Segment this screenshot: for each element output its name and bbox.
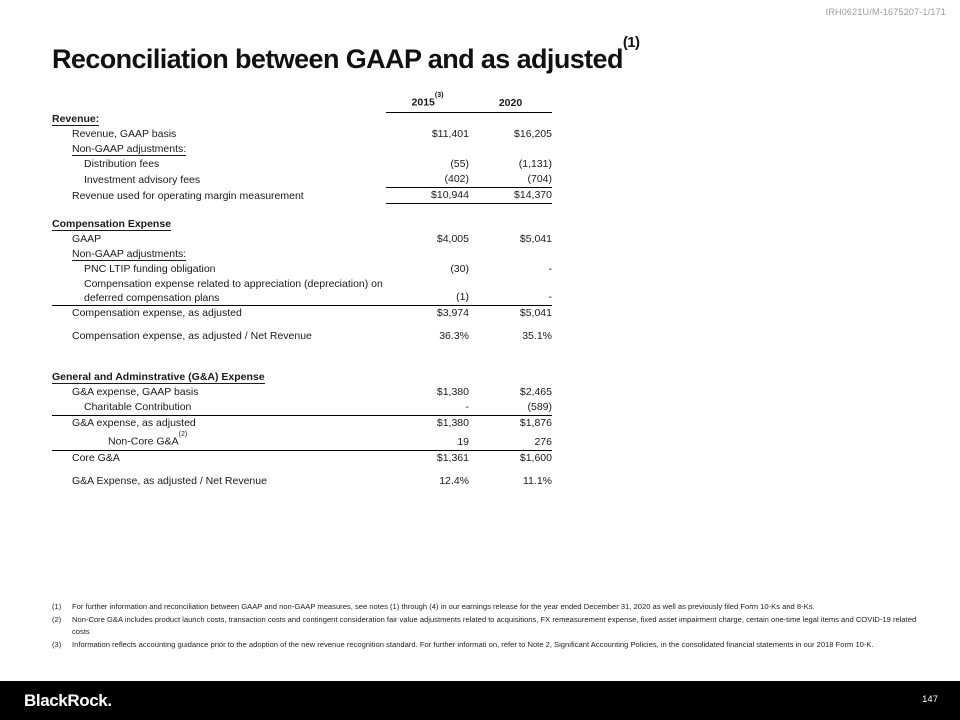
empty-cell [52, 204, 386, 217]
column-header-2015-label: 2015 [411, 96, 435, 109]
section-heading-compensation [52, 217, 386, 232]
page-title-footnote-marker: (1) [622, 33, 640, 51]
row-label: Investment advisory fees [84, 173, 201, 186]
footnote-item [52, 601, 918, 613]
footnote-text: For further information and reconciliation between GAAP and non-GAAP measures, see notes (1) through (4) in our earnings release for the year ended December 31, 2020 as well as previously filed Form 10-Ks and 8-Ks. [72, 602, 815, 611]
table-row [52, 400, 552, 416]
row-label: Compensation expense, as adjusted [52, 306, 386, 322]
section-heading-compensation-label: Compensation Expense [52, 218, 172, 230]
section-heading-row-compensation [52, 217, 552, 232]
row-value-2020: 35.1% [522, 330, 552, 342]
section-heading-revenue [52, 112, 386, 127]
empty-cell [386, 321, 469, 329]
table-spacer [52, 321, 552, 329]
empty-cell [386, 344, 469, 357]
row-value-2015: (402) [444, 173, 469, 185]
footnote-number: (2) [52, 615, 62, 624]
row-value-2015: (55) [450, 158, 469, 170]
row-value-2015: 12.4% [439, 474, 469, 487]
row-value-2020: (1,131) [518, 158, 552, 170]
row-value-2015: 19 [457, 435, 469, 448]
row-value-2020 [469, 247, 552, 262]
table-spacer [52, 466, 552, 474]
footnotes [52, 601, 918, 652]
table-spacer [52, 357, 552, 370]
brand-logo-dot: . [107, 691, 112, 710]
page-title [52, 33, 640, 75]
row-label-text: Non-Core G&A [108, 435, 179, 448]
row-label: G&A Expense, as adjusted / Net Revenue [72, 474, 267, 487]
page-number: 147 [922, 694, 938, 705]
brand-logo [24, 691, 112, 711]
row-value-2015: - [465, 401, 469, 413]
table-row [52, 385, 552, 400]
column-header-2015 [386, 92, 469, 112]
empty-cell [52, 321, 386, 329]
column-header-2020 [469, 92, 552, 112]
row-footnote-marker: (2) [178, 430, 188, 438]
table-spacer [52, 344, 552, 357]
table-row [52, 431, 552, 450]
table-header-label-cell [52, 92, 386, 112]
row-value-2020: (704) [527, 173, 552, 185]
row-value-2020: 276 [534, 435, 552, 448]
empty-cell [52, 344, 386, 357]
row-value-2015: $10,944 [386, 188, 469, 204]
empty-cell [386, 466, 469, 474]
empty-cell [52, 357, 386, 370]
column-header-2015-footnote-marker: (3) [434, 91, 444, 99]
row-value-2015 [386, 142, 469, 157]
row-label: Compensation expense, as adjusted / Net Revenue [72, 330, 312, 342]
empty-cell [469, 321, 552, 329]
brand-logo-text: BlackRock [24, 691, 108, 710]
column-header-2020-label: 2020 [498, 96, 523, 109]
empty-cell [386, 112, 469, 127]
row-value-2015: $11,401 [431, 128, 469, 140]
table-row [52, 232, 552, 247]
row-label: G&A expense, GAAP basis [72, 386, 199, 398]
row-value-2020: (589) [527, 401, 552, 413]
row-value-2015: (30) [450, 263, 469, 275]
row-value-2020: $2,465 [519, 386, 552, 398]
footnote-text: Non-Core G&A includes product launch costs, transaction costs and contingent consideration fair value adjustments related to acquisitions, FX remeasurement expense, fixed asset impairment charge, certain one-time legal items and COVID-19 related costs [72, 615, 917, 636]
row-label: Charitable Contribution [84, 401, 192, 413]
table-header-row [52, 92, 552, 112]
section-heading-ga-label: General and Adminstrative (G&A) Expense [52, 371, 265, 383]
row-value-2015: $1,380 [436, 386, 469, 398]
table-row-total [52, 416, 552, 432]
table-row [52, 157, 552, 172]
empty-cell [469, 204, 552, 217]
empty-cell [386, 370, 469, 385]
row-value-2020: $1,876 [469, 416, 552, 432]
row-value-2015: $1,361 [386, 450, 469, 466]
footnote-item [52, 614, 918, 637]
table-row-total [52, 450, 552, 466]
row-label: GAAP [72, 233, 102, 245]
table-row [52, 277, 552, 306]
row-value-2020: $1,600 [469, 450, 552, 466]
footnote-number: (3) [52, 639, 62, 649]
row-label [52, 431, 386, 450]
empty-cell [52, 466, 386, 474]
table-row [52, 127, 552, 142]
row-value-2020: $5,041 [469, 306, 552, 322]
table-row [52, 142, 552, 157]
table-row [52, 172, 552, 188]
table-row-ratio [52, 474, 552, 489]
reconciliation-table-wrapper [52, 92, 572, 489]
footer-bar [0, 681, 960, 720]
empty-cell [469, 466, 552, 474]
empty-cell [469, 112, 552, 127]
row-label [52, 247, 386, 262]
row-value-2020 [469, 142, 552, 157]
table-row [52, 247, 552, 262]
table-row-ratio [52, 329, 552, 344]
section-heading-row-ga [52, 370, 552, 385]
row-value-2020: $14,370 [469, 188, 552, 204]
row-label: Revenue used for operating margin measurement [72, 189, 304, 202]
row-label: Core G&A [52, 450, 386, 466]
reconciliation-table [52, 92, 552, 489]
empty-cell [469, 370, 552, 385]
section-heading-ga [52, 370, 386, 385]
row-value-2015: $1,380 [386, 416, 469, 432]
page-title-text: Reconciliation between GAAP and as adjusted [52, 44, 623, 74]
empty-cell [469, 217, 552, 232]
footnote-item [52, 639, 918, 651]
section-heading-row-revenue [52, 112, 552, 127]
document-code: IRH0621U/M-1675207-1/171 [825, 7, 946, 17]
table-row-total [52, 188, 552, 204]
empty-cell [469, 344, 552, 357]
table-row-total [52, 306, 552, 322]
row-label-text: Non-GAAP adjustments: [72, 143, 187, 155]
row-value-2015 [386, 247, 469, 262]
row-label-text: Non-GAAP adjustments: [72, 248, 187, 260]
table-row [52, 262, 552, 277]
row-label: G&A expense, as adjusted [52, 416, 386, 432]
row-value-2015: $3,974 [386, 306, 469, 322]
section-heading-revenue-label: Revenue: [52, 113, 100, 125]
empty-cell [386, 357, 469, 370]
empty-cell [386, 217, 469, 232]
row-label [52, 142, 386, 157]
row-label: Distribution fees [84, 158, 160, 170]
empty-cell [386, 204, 469, 217]
row-label: Compensation expense related to appreciation (depreciation) on deferred compensation plans [84, 278, 383, 304]
row-label: Revenue, GAAP basis [72, 128, 177, 140]
row-value-2020: - [548, 291, 552, 303]
footnote-text: Information reflects accounting guidance prior to the adoption of the new revenue recognition standard. For further informati on, refer to Note 2, Significant Accounting Policies, in the consolidated financial statements in our 2018 Form 10-K. [72, 639, 874, 649]
row-value-2020: 11.1% [523, 474, 552, 487]
row-value-2020: $5,041 [519, 233, 552, 245]
row-value-2015: $4,005 [436, 233, 469, 245]
row-label: PNC LTIP funding obligation [84, 263, 216, 275]
row-value-2015: (1) [456, 291, 469, 303]
empty-cell [469, 357, 552, 370]
table-spacer [52, 204, 552, 217]
footnote-number: (1) [52, 602, 62, 611]
row-value-2015: 36.3% [439, 330, 469, 342]
row-value-2020: - [548, 263, 552, 275]
row-value-2020: $16,205 [514, 128, 552, 140]
